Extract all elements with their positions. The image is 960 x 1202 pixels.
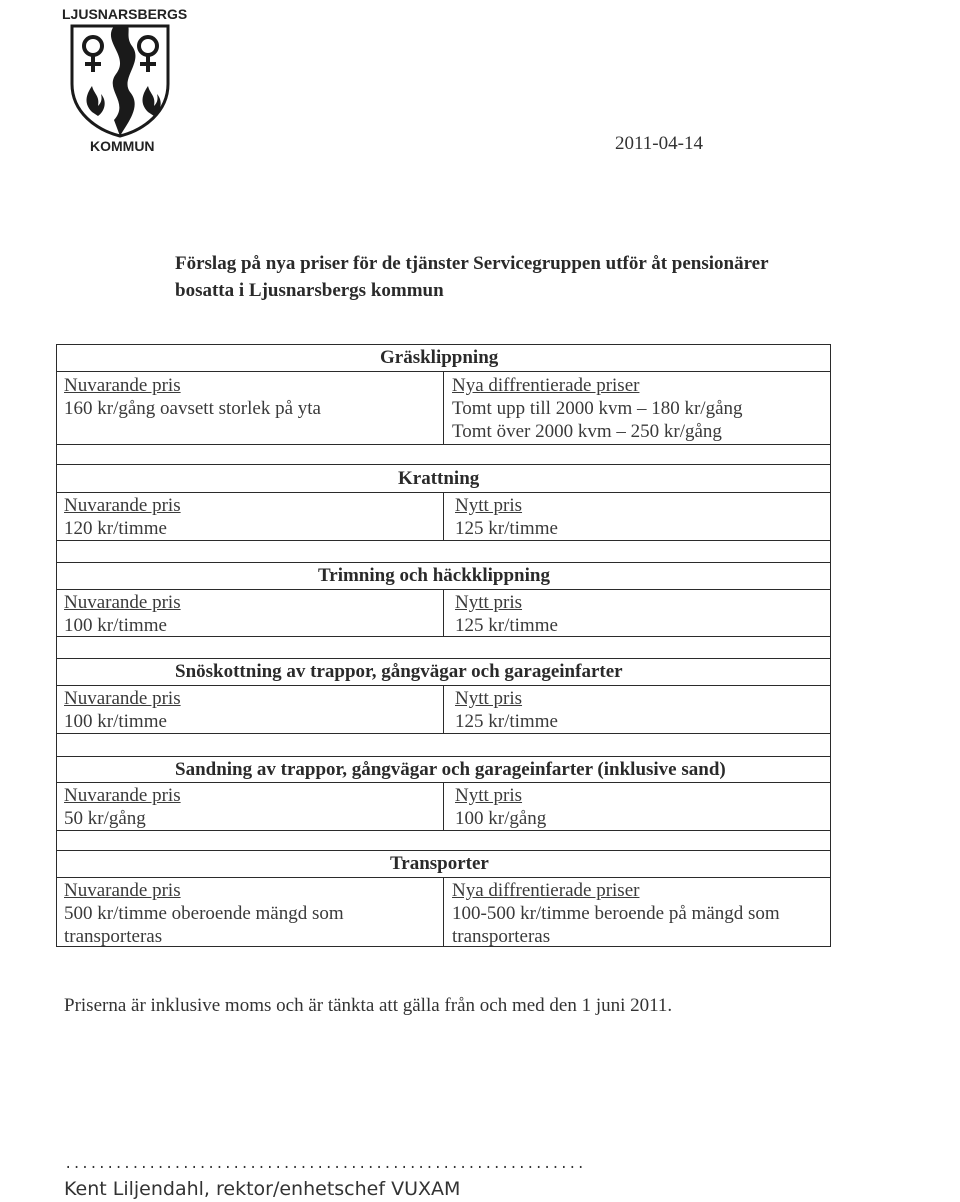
column-divider: [443, 782, 444, 830]
new-price-value: 125 kr/timme: [455, 711, 558, 732]
new-price-cell: [455, 687, 558, 733]
current-price-line: transporteras: [64, 926, 163, 947]
section-divider: [56, 733, 830, 734]
new-price-value: 125 kr/timme: [455, 615, 558, 636]
document-title: [175, 250, 769, 304]
new-price-label: Nytt pris: [455, 688, 523, 709]
section-divider: [56, 540, 830, 541]
new-price-line: Tomt över 2000 kvm – 250 kr/gång: [452, 421, 722, 442]
current-price-value: 50 kr/gång: [64, 808, 146, 829]
current-price-value: 100 kr/timme: [64, 711, 167, 732]
new-price-cell: [455, 494, 558, 540]
section-divider: [56, 756, 830, 757]
section-title-sandning: Sandning av trappor, gångvägar och garageinfarter (inklusive sand): [175, 759, 726, 780]
logo-bottom-text: KOMMUN: [90, 138, 155, 154]
column-divider: [443, 492, 444, 540]
new-price-label: Nytt pris: [455, 785, 523, 806]
coat-of-arms-icon: [68, 22, 172, 138]
section-title-grasklippning: Gräsklippning: [380, 347, 499, 368]
signature-line: ..............................................................: [64, 1157, 585, 1173]
current-price-value: 120 kr/timme: [64, 518, 167, 539]
new-price-label: Nya diffrentierade priser: [452, 880, 640, 901]
new-price-line: 100-500 kr/timme beroende på mängd som: [452, 903, 780, 924]
current-price-label: Nuvarande pris: [64, 785, 181, 806]
current-price-cell: [64, 374, 321, 420]
new-price-cell: [455, 591, 558, 637]
section-title-trimning: Trimning och häckklippning: [318, 565, 550, 586]
section-divider: [56, 464, 830, 465]
logo-top-text: LJUSNARSBERGS: [62, 6, 188, 22]
section-divider: [56, 636, 830, 637]
column-divider: [443, 589, 444, 636]
column-divider: [443, 685, 444, 733]
current-price-cell: [64, 591, 181, 637]
column-divider: [443, 371, 444, 444]
section-divider: [56, 830, 830, 831]
new-price-label: Nytt pris: [455, 495, 523, 516]
section-title-snoskottning: Snöskottning av trappor, gångvägar och garageinfarter: [175, 661, 623, 682]
current-price-cell: [64, 494, 181, 540]
new-price-cell: [455, 784, 546, 830]
current-price-label: Nuvarande pris: [64, 495, 181, 516]
section-divider: [56, 562, 830, 563]
current-price-value: 160 kr/gång oavsett storlek på yta: [64, 398, 321, 419]
new-price-value: 125 kr/timme: [455, 518, 558, 539]
current-price-label: Nuvarande pris: [64, 880, 181, 901]
new-price-label: Nya diffrentierade priser: [452, 375, 640, 396]
current-price-cell: [64, 879, 344, 948]
new-price-value: 100 kr/gång: [455, 808, 547, 829]
section-divider: [56, 850, 830, 851]
section-title-transporter: Transporter: [390, 853, 489, 874]
new-price-cell: [452, 374, 743, 443]
signature-name: Kent Liljendahl, rektor/enhetschef VUXAM: [64, 1178, 461, 1200]
section-title-krattning: Krattning: [398, 468, 480, 489]
document-date: 2011-04-14: [615, 133, 703, 154]
new-price-line: Tomt upp till 2000 kvm – 180 kr/gång: [452, 398, 743, 419]
current-price-value: 100 kr/timme: [64, 615, 167, 636]
current-price-cell: [64, 687, 181, 733]
table-border-left: [56, 344, 57, 947]
table-border-right: [830, 344, 831, 947]
current-price-label: Nuvarande pris: [64, 592, 181, 613]
current-price-cell: [64, 784, 181, 830]
current-price-label: Nuvarande pris: [64, 375, 181, 396]
section-divider: [56, 658, 830, 659]
price-note: Priserna är inklusive moms och är tänkta att gälla från och med den 1 juni 2011.: [64, 995, 673, 1016]
section-divider: [56, 444, 830, 445]
new-price-line: transporteras: [452, 926, 551, 947]
new-price-label: Nytt pris: [455, 592, 523, 613]
document-title-line-1: Förslag på nya priser för de tjänster Servicegruppen utför åt pensionärer: [175, 253, 769, 274]
current-price-line: 500 kr/timme oberoende mängd som: [64, 903, 344, 924]
table-border-top: [56, 344, 830, 345]
new-price-cell: [452, 879, 780, 948]
column-divider: [443, 877, 444, 947]
current-price-label: Nuvarande pris: [64, 688, 181, 709]
document-title-line-2: bosatta i Ljusnarsbergs kommun: [175, 280, 444, 301]
